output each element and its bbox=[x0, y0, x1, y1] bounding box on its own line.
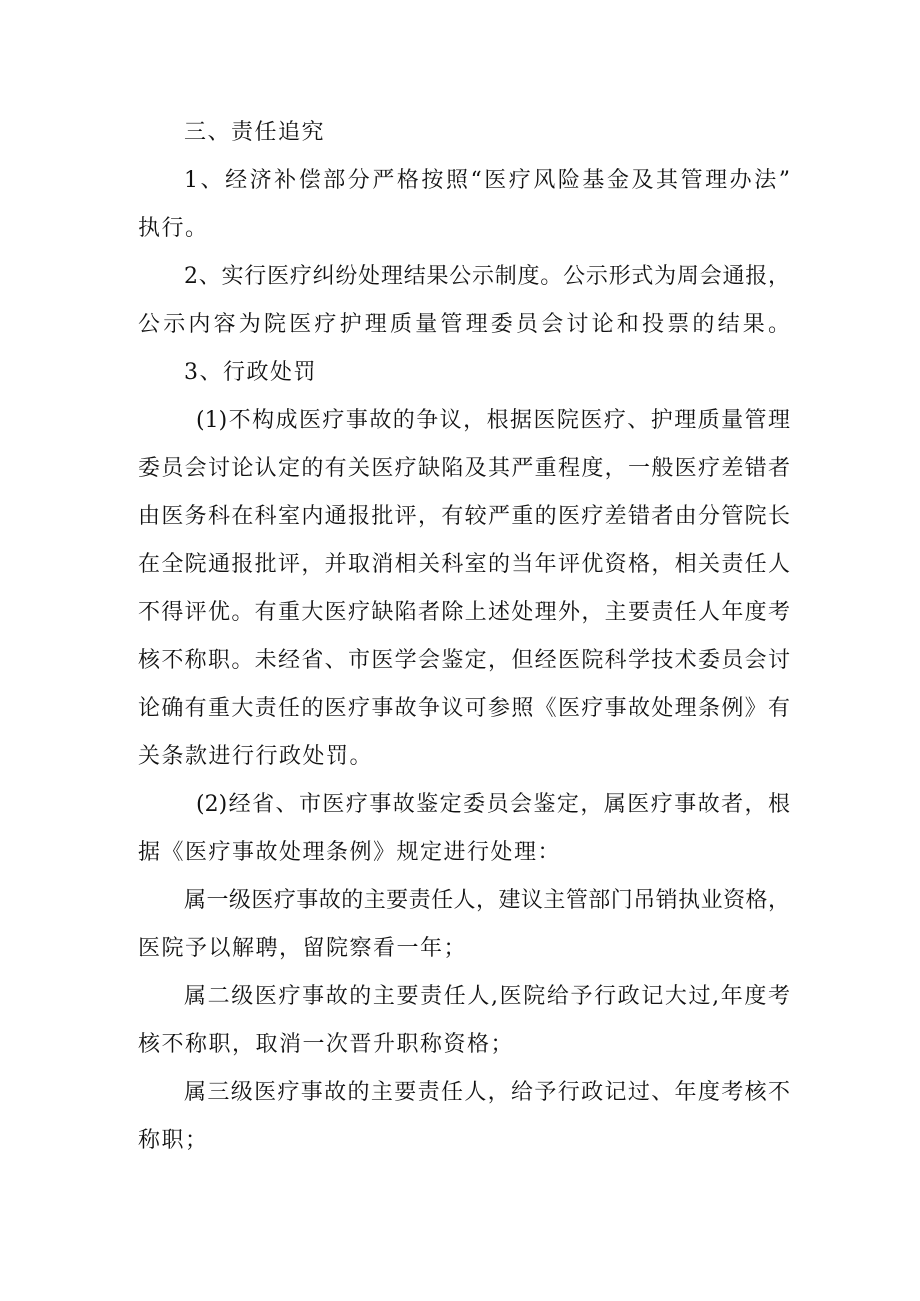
paragraph-4-line-4: 在全院通报批评，并取消相关科室的当年评优资格，相关责任人 bbox=[138, 552, 790, 577]
paragraph-4-line-3: 由医务科在科室内通报批评，有较严重的医疗差错者由分管院长 bbox=[138, 504, 790, 529]
paragraph-4-line-7: 论确有重大责任的医疗事故争议可参照《医疗事故处理条例》有 bbox=[138, 696, 790, 721]
paragraph-8-line-1: 属三级医疗事故的主要责任人，给予行政记过、年度考核不 bbox=[184, 1080, 790, 1105]
paragraph-4-line-5: 不得评优。有重大医疗缺陷者除上述处理外，主要责任人年度考 bbox=[138, 600, 790, 625]
paragraph-2-line-1: 2、实行医疗纠纷处理结果公示制度。公示形式为周会通报， bbox=[184, 264, 790, 289]
paragraph-1-line-2: 执行。 bbox=[138, 216, 209, 241]
paragraph-5-line-1: (2)经省、市医疗事故鉴定委员会鉴定，属医疗事故者，根 bbox=[196, 792, 790, 817]
paragraph-1-line-1: 1、经济补偿部分严格按照“医疗风险基金及其管理办法” bbox=[184, 168, 790, 193]
section-heading: 三、责任追究 bbox=[184, 120, 326, 145]
paragraph-7-line-1: 属二级医疗事故的主要责任人,医院给予行政记大过,年度考 bbox=[184, 984, 790, 1009]
paragraph-4-line-1: (1)不构成医疗事故的争议，根据医院医疗、护理质量管理 bbox=[196, 408, 790, 433]
paragraph-6-line-1: 属一级医疗事故的主要责任人，建议主管部门吊销执业资格， bbox=[184, 888, 790, 913]
subsection-heading: 3、行政处罚 bbox=[184, 360, 317, 385]
paragraph-8-line-2: 称职； bbox=[138, 1128, 209, 1153]
paragraph-7-line-2: 核不称职，取消一次晋升职称资格； bbox=[138, 1032, 515, 1057]
paragraph-6-line-2: 医院予以解聘，留院察看一年； bbox=[138, 936, 468, 961]
paragraph-2-line-2: 公示内容为院医疗护理质量管理委员会讨论和投票的结果。 bbox=[138, 312, 790, 337]
paragraph-4-line-2: 委员会讨论认定的有关医疗缺陷及其严重程度，一般医疗差错者 bbox=[138, 456, 790, 481]
paragraph-4-line-8: 关条款进行行政处罚。 bbox=[138, 744, 374, 769]
paragraph-4-line-6: 核不称职。未经省、市医学会鉴定，但经医院科学技术委员会讨 bbox=[138, 648, 790, 673]
paragraph-5-line-2: 据《医疗事故处理条例》规定进行处理： bbox=[138, 840, 562, 865]
